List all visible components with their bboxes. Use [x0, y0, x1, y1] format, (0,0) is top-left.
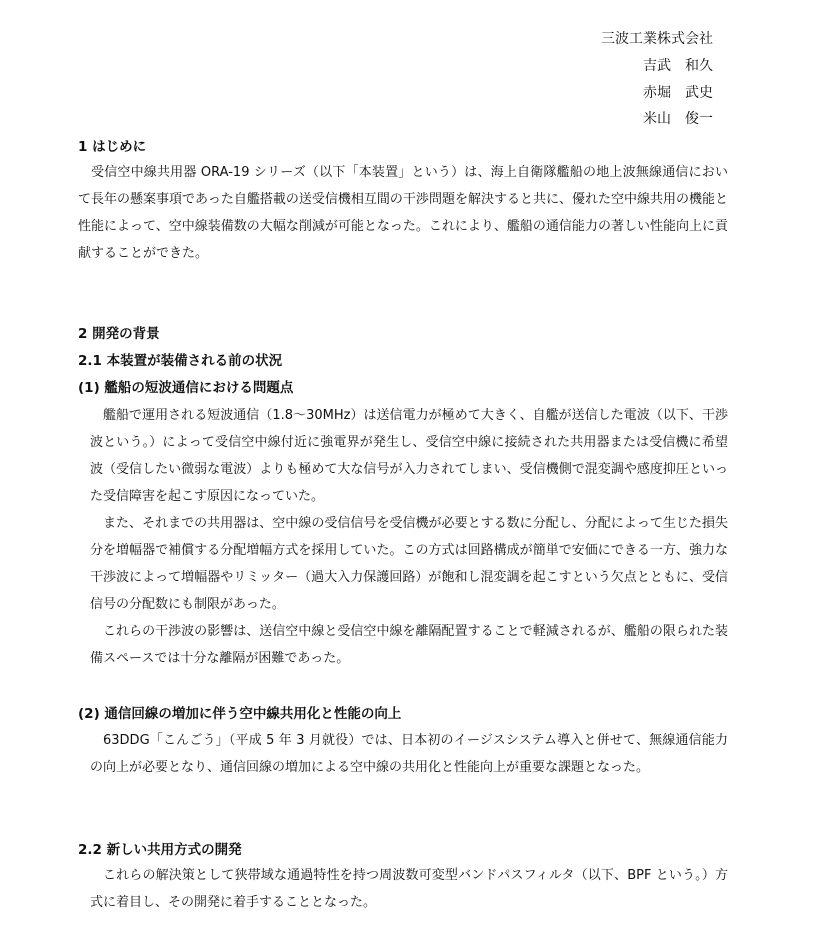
author-3: 米山 俊一	[643, 111, 713, 127]
item-1-paragraph-1: 艦船で運用される短波通信（1.8～30MHz）は送信電力が極めて大きく、自艦が送信した電波（以下、干渉波という。）によって受信空中線付近に強電界が発生し、受信空中線に接続された共用器または受信機に希望波（受信したい微弱な電波）よりも極めて大な信号が入力されてしまい、受信機側で混変調や感度抑圧といった受信障害を起こす原因になっていた。	[90, 408, 728, 504]
item-2-heading: (2) 通信回線の増加に伴う空中線共用化と性能の向上	[78, 706, 402, 722]
item-1-paragraph-2: また、それまでの共用器は、空中線の受信信号を受信機が必要とする数に分配し、分配によって生じた損失分を増幅器で補償する分配増幅方式を採用していた。この方式は回路構成が簡単で安価にできる一方、強力な干渉波によって増幅器やリミッター（過大入力保護回路）が飽和し混変調を起こすという欠点とともに、受信信号の分配数にも制限があった。	[90, 516, 728, 612]
section-2-2-paragraph: これらの解決策として狭帯域な通過特性を持つ周波数可変型バンドパスフィルタ（以下、BPF という。）方式に着目し、その開発に着手することとなった。	[90, 868, 728, 910]
author-1: 吉武 和久	[643, 58, 713, 74]
section-2-1-heading: 2.1 本装置が装備される前の状況	[78, 353, 283, 369]
company-name: 三波工業株式会社	[601, 31, 713, 47]
section-1-heading: 1 はじめに	[78, 139, 147, 155]
item-1-paragraph-3: これらの干渉波の影響は、送信空中線と受信空中線を離隔配置することで軽減されるが、艦船の限られた装備スペースでは十分な離隔が困難であった。	[90, 624, 728, 666]
section-1-paragraph: 受信空中線共用器 ORA-19 シリーズ（以下「本装置」という）は、海上自衛隊艦船の地上波無線通信において長年の懸案事項であった自艦搭載の送受信機相互間の干渉問題を解決すると共に、優れた空中線共用の機能と性能によって、空中線装備数の大幅な削減が可能となった。これにより、艦船の通信能力の著しい性能向上に貢献することができた。	[78, 165, 728, 261]
item-1-heading: (1) 艦船の短波通信における問題点	[78, 380, 294, 396]
author-2: 赤堀 武史	[643, 85, 713, 101]
section-2-heading: 2 開発の背景	[78, 326, 160, 342]
section-2-2-heading: 2.2 新しい共用方式の開発	[78, 842, 242, 858]
item-2-paragraph: 63DDG「こんごう」（平成 5 年 3 月就役）では、日本初のイージスシステム導入と併せて、無線通信能力の向上が必要となり、通信回線の増加による空中線の共用化と性能向上が重要な課題となった。	[90, 733, 728, 775]
